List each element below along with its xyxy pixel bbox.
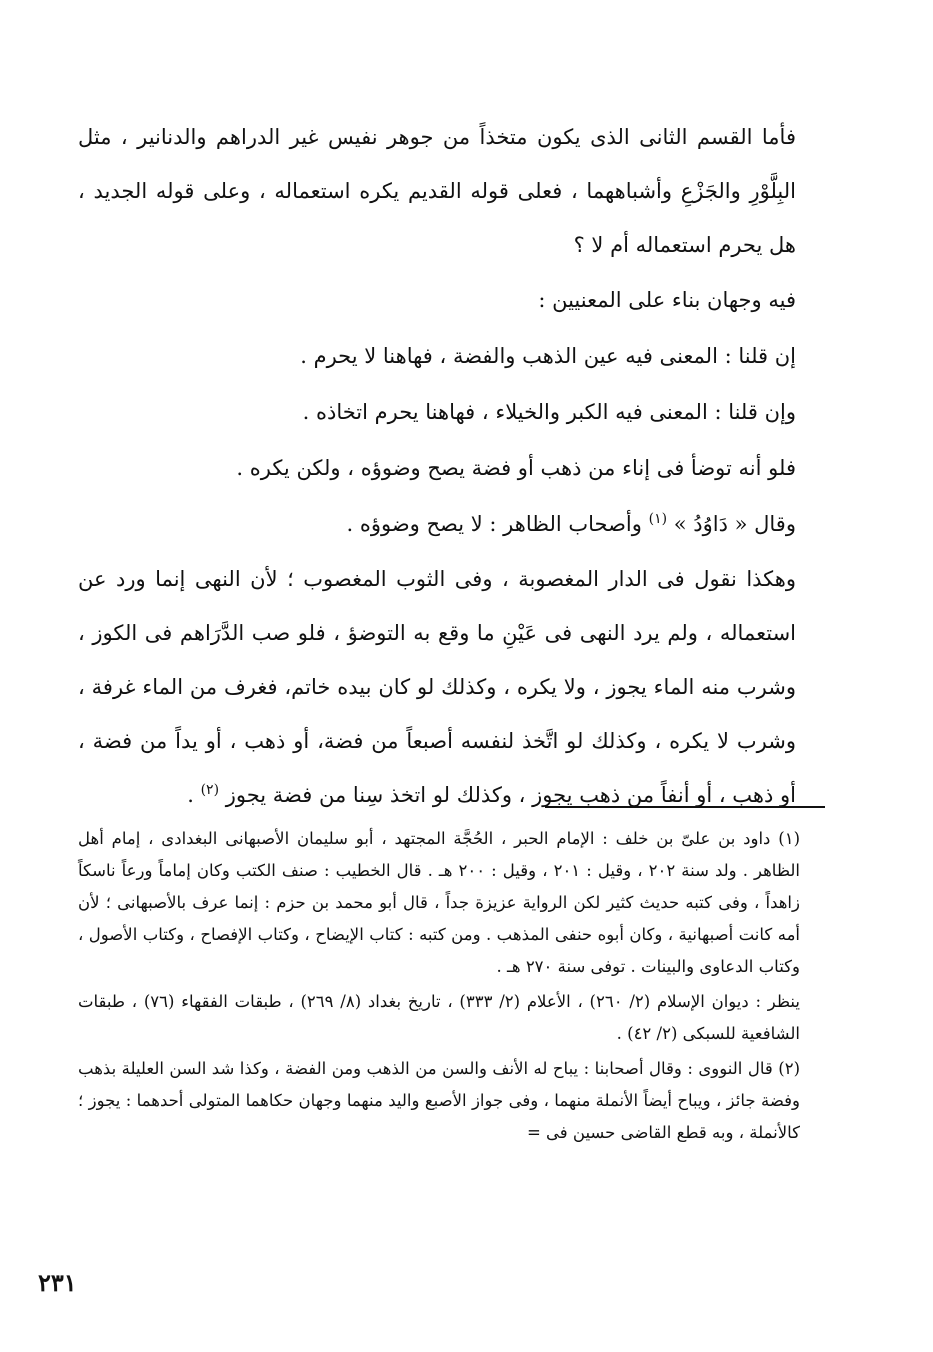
footnote-marker-1: (١) xyxy=(648,511,668,527)
paragraph-ablution: فلو أنه توضأ فى إناء من ذهب أو فضة يصح وضوؤه ، ولكن يكره . xyxy=(236,456,796,480)
dawud-text-after: وأصحاب الظاهر : لا يصح وضوؤه . xyxy=(346,512,642,536)
dawud-text-before: وقال « دَاوُدُ » xyxy=(673,512,796,536)
main-text xyxy=(78,110,830,822)
page-number: ٢٣١ xyxy=(38,1268,77,1297)
footnote-2: (٢) قال النووى : وقال أصحابنا : يباح له الأنف والسن من الذهب ومن الفضة ، وكذا شد السن العليلة بذهب وفضة جائز ، ويباح أيضاً الأنملة منهما ، وفى جواز الأصبع واليد منهما وجهان حكاهما المتولى أحدهما : يجوز ؛ كالأنملة ، وبه قطع القاضى حسين فى = xyxy=(78,1059,800,1142)
paragraph-second-view: وإن قلنا : المعنى فيه الكبر والخيلاء ، فهاهنا يحرم اتخاذه . xyxy=(302,400,796,424)
paragraph-second-category: فأما القسم الثانى الذى يكون متخذاً من جوهر نفيس غير الدراهم والدنانير ، مثل البِلَّوْرِ والجَزْعِ وأشباههما ، فعلى قوله القديم يكره استعماله ، وعلى قوله الجديد ، هل يحرم استعماله أم لا ؟ xyxy=(78,125,796,257)
usurped-end: . xyxy=(187,783,194,807)
usurped-text: وهكذا نقول فى الدار المغصوبة ، وفى الثوب المغصوب ؛ لأن النهى إنما ورد عن استعماله ، ولم يرد النهى فى عَيْنِ ما وقع به التوضؤ ، فلو صب الدَّرَاهم فى الكوز ، وشرب منه الماء يجوز ، ولا يكره ، وكذلك لو كان بيده خاتم، فغرف من الماء غرفة ، وشرب لا يكره ، وكذلك لو اتَّخذ لنفسه أصبعاً من فضة، أو ذهب ، أو يداً من فضة ، أو ذهب ، أو أنفاً من ذهب يجوز ، وكذلك لو اتخذ سِنا من فضة يجوز xyxy=(78,567,796,807)
paragraph-two-views: فيه وجهان بناء على المعنيين : xyxy=(538,288,796,312)
footnotes xyxy=(78,823,830,1149)
paragraph-first-view: إن قلنا : المعنى فيه عين الذهب والفضة ، فهاهنا لا يحرم . xyxy=(300,344,796,368)
footnote-separator xyxy=(545,806,825,808)
footnote-1: (١) داود بن علىّ بن خلف : الإمام الحبر ، الحُجَّة المجتهد ، أبو سليمان الأصبهانى البغدادى ، إمام أهل الظاهر . ولد سنة ٢٠٢ ، وقيل : ٢٠١ ، وقيل : ٢٠٠ هـ . قال الخطيب : صنف الكتب وكان إماماً ورعاً ناسكاً زاهداً ، وفى كتبه حديث كثير لكن الرواية عزيزة جداً ، قال أبو محمد بن حزم : إنما عرف بالأصبهانى ؛ لأن أمه كانت أصبهانية ، وكان أبوه حنفى المذهب . ومن كتبه : كتاب الإيضاح ، وكتاب الإفصاح ، وكتاب الأصول ، وكتاب الدعاوى والبينات . توفى سنة ٢٧٠ هـ . xyxy=(78,829,800,976)
footnote-1-references: ينظر : ديوان الإسلام (٢/ ٢٦٠) ، الأعلام (٢/ ٣٣٣) ، تاريخ بغداد (٨/ ٢٦٩) ، طبقات الفقهاء (٧٦) ، طبقات الشافعية للسبكى (٢/ ٤٢) . xyxy=(78,992,800,1043)
paragraph-usurped xyxy=(78,552,830,822)
footnote-marker-2: (٢) xyxy=(200,782,220,798)
paragraph-dawud xyxy=(78,496,830,552)
